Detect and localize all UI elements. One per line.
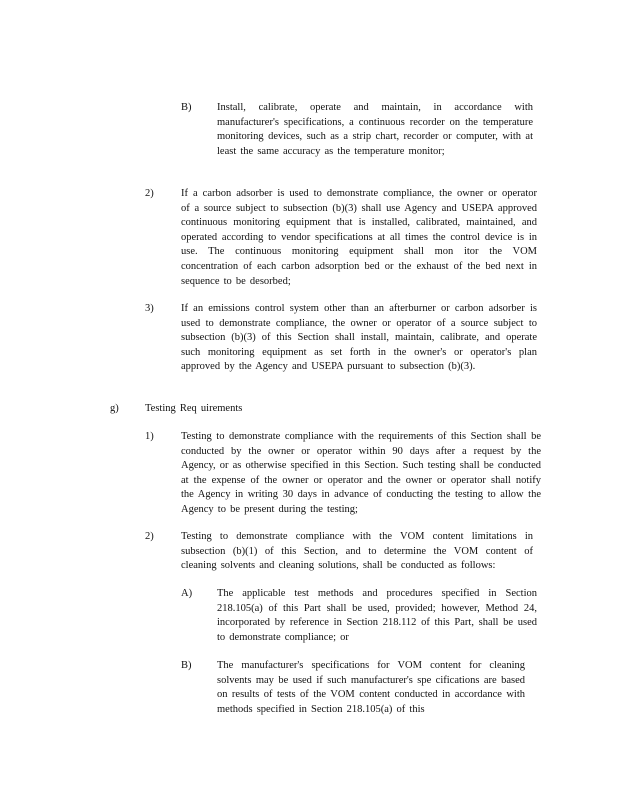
section-heading: Testing Req uirements	[145, 403, 243, 414]
item-text: Testing to demonstrate compliance with the VOM content limitations in subsection (b)(1) of this Section, and to determine the VOM content of cleaning solvents and cleaning solutions, shall be conducted as follows:	[181, 531, 533, 572]
item-label: 1)	[145, 431, 154, 442]
item-text: The manufacturer's specifications for VOM content for cleaning solvents may be used if such manufacturer's spe cifications are based on results of tests of the VOM content conducted in accordance with methods specified in Section 218.105(a) of this	[217, 660, 525, 715]
item-label: 2)	[145, 531, 154, 542]
item-text: If an emissions control system other than an afterburner or carbon adsorber is used to demonstrate compliance, the owner or operator of a source subject to subsection (b)(3) of this Section shall install, maintain, calibrate, and operate such monitoring equipment as set forth in the owner's or operator's plan approved by the Agency and USEPA pursuant to subsection (b)(3).	[181, 303, 537, 373]
item-label: 2)	[145, 188, 154, 199]
item-label: B)	[181, 102, 192, 113]
section-label: g)	[110, 403, 119, 414]
item-text: Testing to demonstrate compliance with the requirements of this Section shall be conducted by the owner or operator within 90 days after a request by the Agency, or as otherwise specified in this Section. Such testing shall be conducted at the expense of the owner or operator and the owner or operator shall notify the Agency in writing 30 days in advance of conducting the testing to allow the Agency to be present during the testing;	[181, 431, 541, 515]
item-text: If a carbon adsorber is used to demonstrate compliance, the owner or operator of a source subject to subsection (b)(3) shall use Agency and USEPA approved continuous monitoring equipment that is installed, calibrated, maintained, and operated according to vendor specifications at all times the control device is in use. The continuous monitoring equipment shall mon itor the VOM concentration of each carbon adsorption bed or the exhaust of the bed next in sequence to be desorbed;	[181, 188, 537, 287]
item-label: 3)	[145, 303, 154, 314]
item-label: A)	[181, 588, 193, 599]
item-text: Install, calibrate, operate and maintain, in accordance with manufacturer's specifications, a continuous recorder on the temperature monitoring devices, such as a strip chart, recorder or computer, with at least the same accuracy as the temperature monitor;	[217, 102, 533, 157]
item-label: B)	[181, 660, 192, 671]
item-text: The applicable test methods and procedures specified in Section 218.105(a) of this Part shall be used, provided; however, Method 24, incorporated by reference in Section 218.112 of this Part, shall be used to demonstrate compliance; or	[217, 588, 537, 643]
